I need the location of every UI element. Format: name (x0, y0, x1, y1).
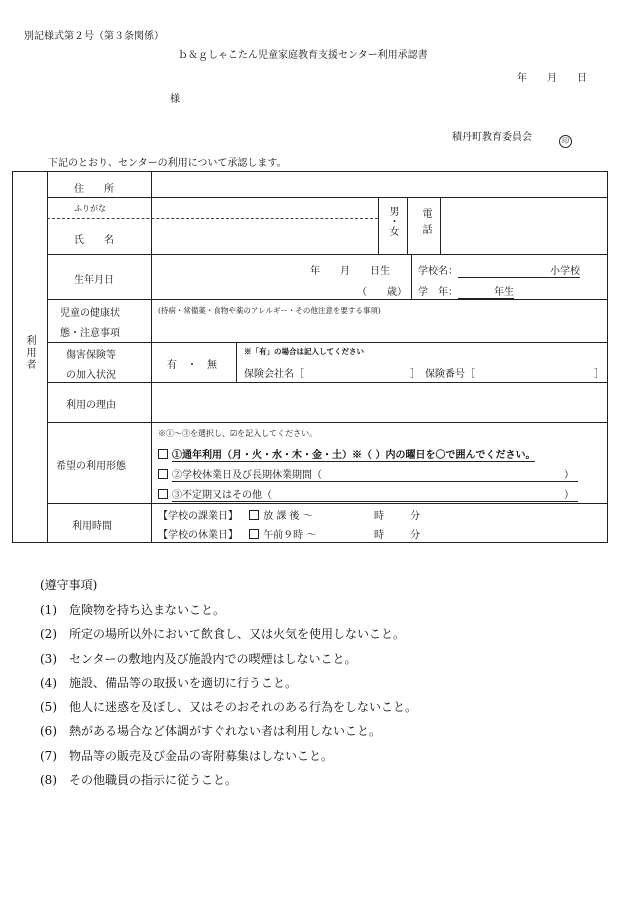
grade-suffix: 年生 (494, 287, 514, 298)
health-field[interactable] (153, 316, 605, 340)
time-row-schoolday (158, 507, 313, 522)
wish-option-3-field[interactable] (172, 486, 578, 502)
wish-option-2[interactable] (158, 466, 578, 482)
paren-close: ） (564, 490, 574, 501)
time-row-2-label: 【学校の休業日】 (158, 530, 238, 541)
school-label: 学校名： (418, 266, 458, 277)
issue-date[interactable]: 年 月 日 (517, 73, 587, 84)
list-item: (7) 物品等の販売及び金品の寄附募集はしないこと。 (40, 749, 334, 763)
grade-field[interactable] (458, 283, 514, 299)
list-item: (8) その他職員の指示に従うこと。 (40, 773, 237, 787)
addressee-suffix: 様 (170, 94, 180, 105)
list-item: (3) センターの敷地内及び施設内での喫煙はしないこと。 (40, 652, 357, 666)
school-row (418, 262, 580, 278)
grade-label: 学 年： (418, 287, 458, 298)
wish-option-2-field[interactable] (172, 466, 578, 482)
checkbox-icon[interactable] (158, 469, 168, 479)
wish-note: ※①～③を選択し、☑を記入してください。 (158, 429, 318, 438)
health-label-line1: 児童の健康状 (60, 308, 120, 319)
grade-row (418, 283, 514, 299)
time-row-1-label: 【学校の課業日】 (158, 511, 238, 522)
furigana-label: ふりがな (74, 204, 106, 213)
checkbox-icon[interactable] (158, 489, 168, 499)
seal-mark (559, 128, 572, 148)
insurance-company-field[interactable] (310, 364, 410, 378)
checkbox-icon[interactable] (158, 449, 168, 459)
document-title: ｂ＆ｇしゃこたん児童家庭教育支援センター利用承認書 (178, 50, 428, 61)
form-number: 別記様式第２号（第３条関係） (24, 31, 164, 42)
list-item: (5) 他人に迷惑を及ぼし、又はそのおそれのある行為をしないこと。 (40, 700, 418, 714)
wish-option-1-label: ①通年利用（月・火・水・木・金・土）※（ ）内の曜日を〇で囲んでください。 (172, 446, 535, 462)
time-row-holiday (158, 526, 316, 541)
issuer-name: 積丹町教育委員会 (452, 132, 532, 143)
insurance-label-line2: の加入状況 (66, 370, 116, 381)
list-item: (1) 危険物を持ち込まないこと。 (40, 603, 225, 617)
phone-field[interactable] (442, 199, 606, 252)
insurance-number-field[interactable] (487, 364, 595, 378)
school-field[interactable] (458, 262, 580, 278)
insurance-note: ※「有」の場合は記入してください (244, 347, 364, 356)
reason-label: 利用の理由 (66, 400, 116, 411)
insurance-number-label: ］ 保険番号［ (410, 369, 475, 380)
notes-heading: (遵守事項) (40, 578, 98, 592)
name-field[interactable] (153, 220, 375, 252)
wish-option-3-label: ③不定期又はその他（ (172, 490, 272, 501)
side-label-user: 利用者 (24, 335, 35, 371)
address-label: 住 所 (74, 184, 114, 195)
time-row-1-hour[interactable]: 時 (374, 511, 384, 522)
birth-label: 生年月日 (74, 275, 114, 286)
health-note: (持病・常備薬・食物や薬のアレルギー・その他注意を要する事項) (158, 306, 381, 315)
checkbox-icon[interactable] (249, 529, 259, 539)
birth-date-field[interactable]: 年 月 日生 (310, 266, 390, 277)
gender-options[interactable]: 男・女 (387, 206, 398, 236)
insurance-label-line1: 傷害保険等 (66, 350, 116, 361)
intro-text: 下記のとおり、センターの利用について承認します。 (48, 158, 287, 169)
list-item: (4) 施設、備品等の取扱いを適切に行うこと。 (40, 676, 297, 690)
insurance-close-bracket: ］ (594, 369, 604, 380)
time-label: 利用時間 (72, 521, 112, 532)
paren-close: ） (564, 470, 574, 481)
wish-option-1[interactable] (158, 446, 535, 462)
furigana-field[interactable] (153, 199, 375, 216)
wish-option-2-label: ②学校休業日及び長期休業期間（ (172, 470, 322, 481)
school-suffix: 小学校 (550, 266, 580, 277)
phone-label: 電話 (420, 208, 431, 240)
health-label-line2: 態・注意事項 (60, 328, 120, 339)
address-field[interactable] (153, 173, 605, 195)
time-row-2-minute[interactable]: 分 (410, 530, 420, 541)
insurance-company-label: 保険会社名［ (244, 369, 304, 380)
time-row-1-minute[interactable]: 分 (410, 511, 420, 522)
insurance-yes-no[interactable]: 有 ・ 無 (167, 360, 217, 371)
time-row-1-value: 放 課 後 ～ (263, 511, 313, 522)
name-label: 氏 名 (74, 235, 114, 246)
seal-icon: 印 (559, 135, 572, 148)
wish-option-3[interactable] (158, 486, 578, 502)
time-row-2-value: 午前９時 ～ (263, 530, 317, 541)
reason-field[interactable] (153, 384, 605, 420)
time-row-2-hour[interactable]: 時 (374, 530, 384, 541)
wish-label: 希望の利用形態 (56, 461, 126, 472)
list-item: (6) 熱がある場合など体調がすぐれない者は利用しないこと。 (40, 724, 382, 738)
checkbox-icon[interactable] (249, 510, 259, 520)
list-item: (2) 所定の場所以外において飲食し、又は火気を使用しないこと。 (40, 627, 406, 641)
age-field[interactable]: （ 歳） (357, 287, 407, 298)
